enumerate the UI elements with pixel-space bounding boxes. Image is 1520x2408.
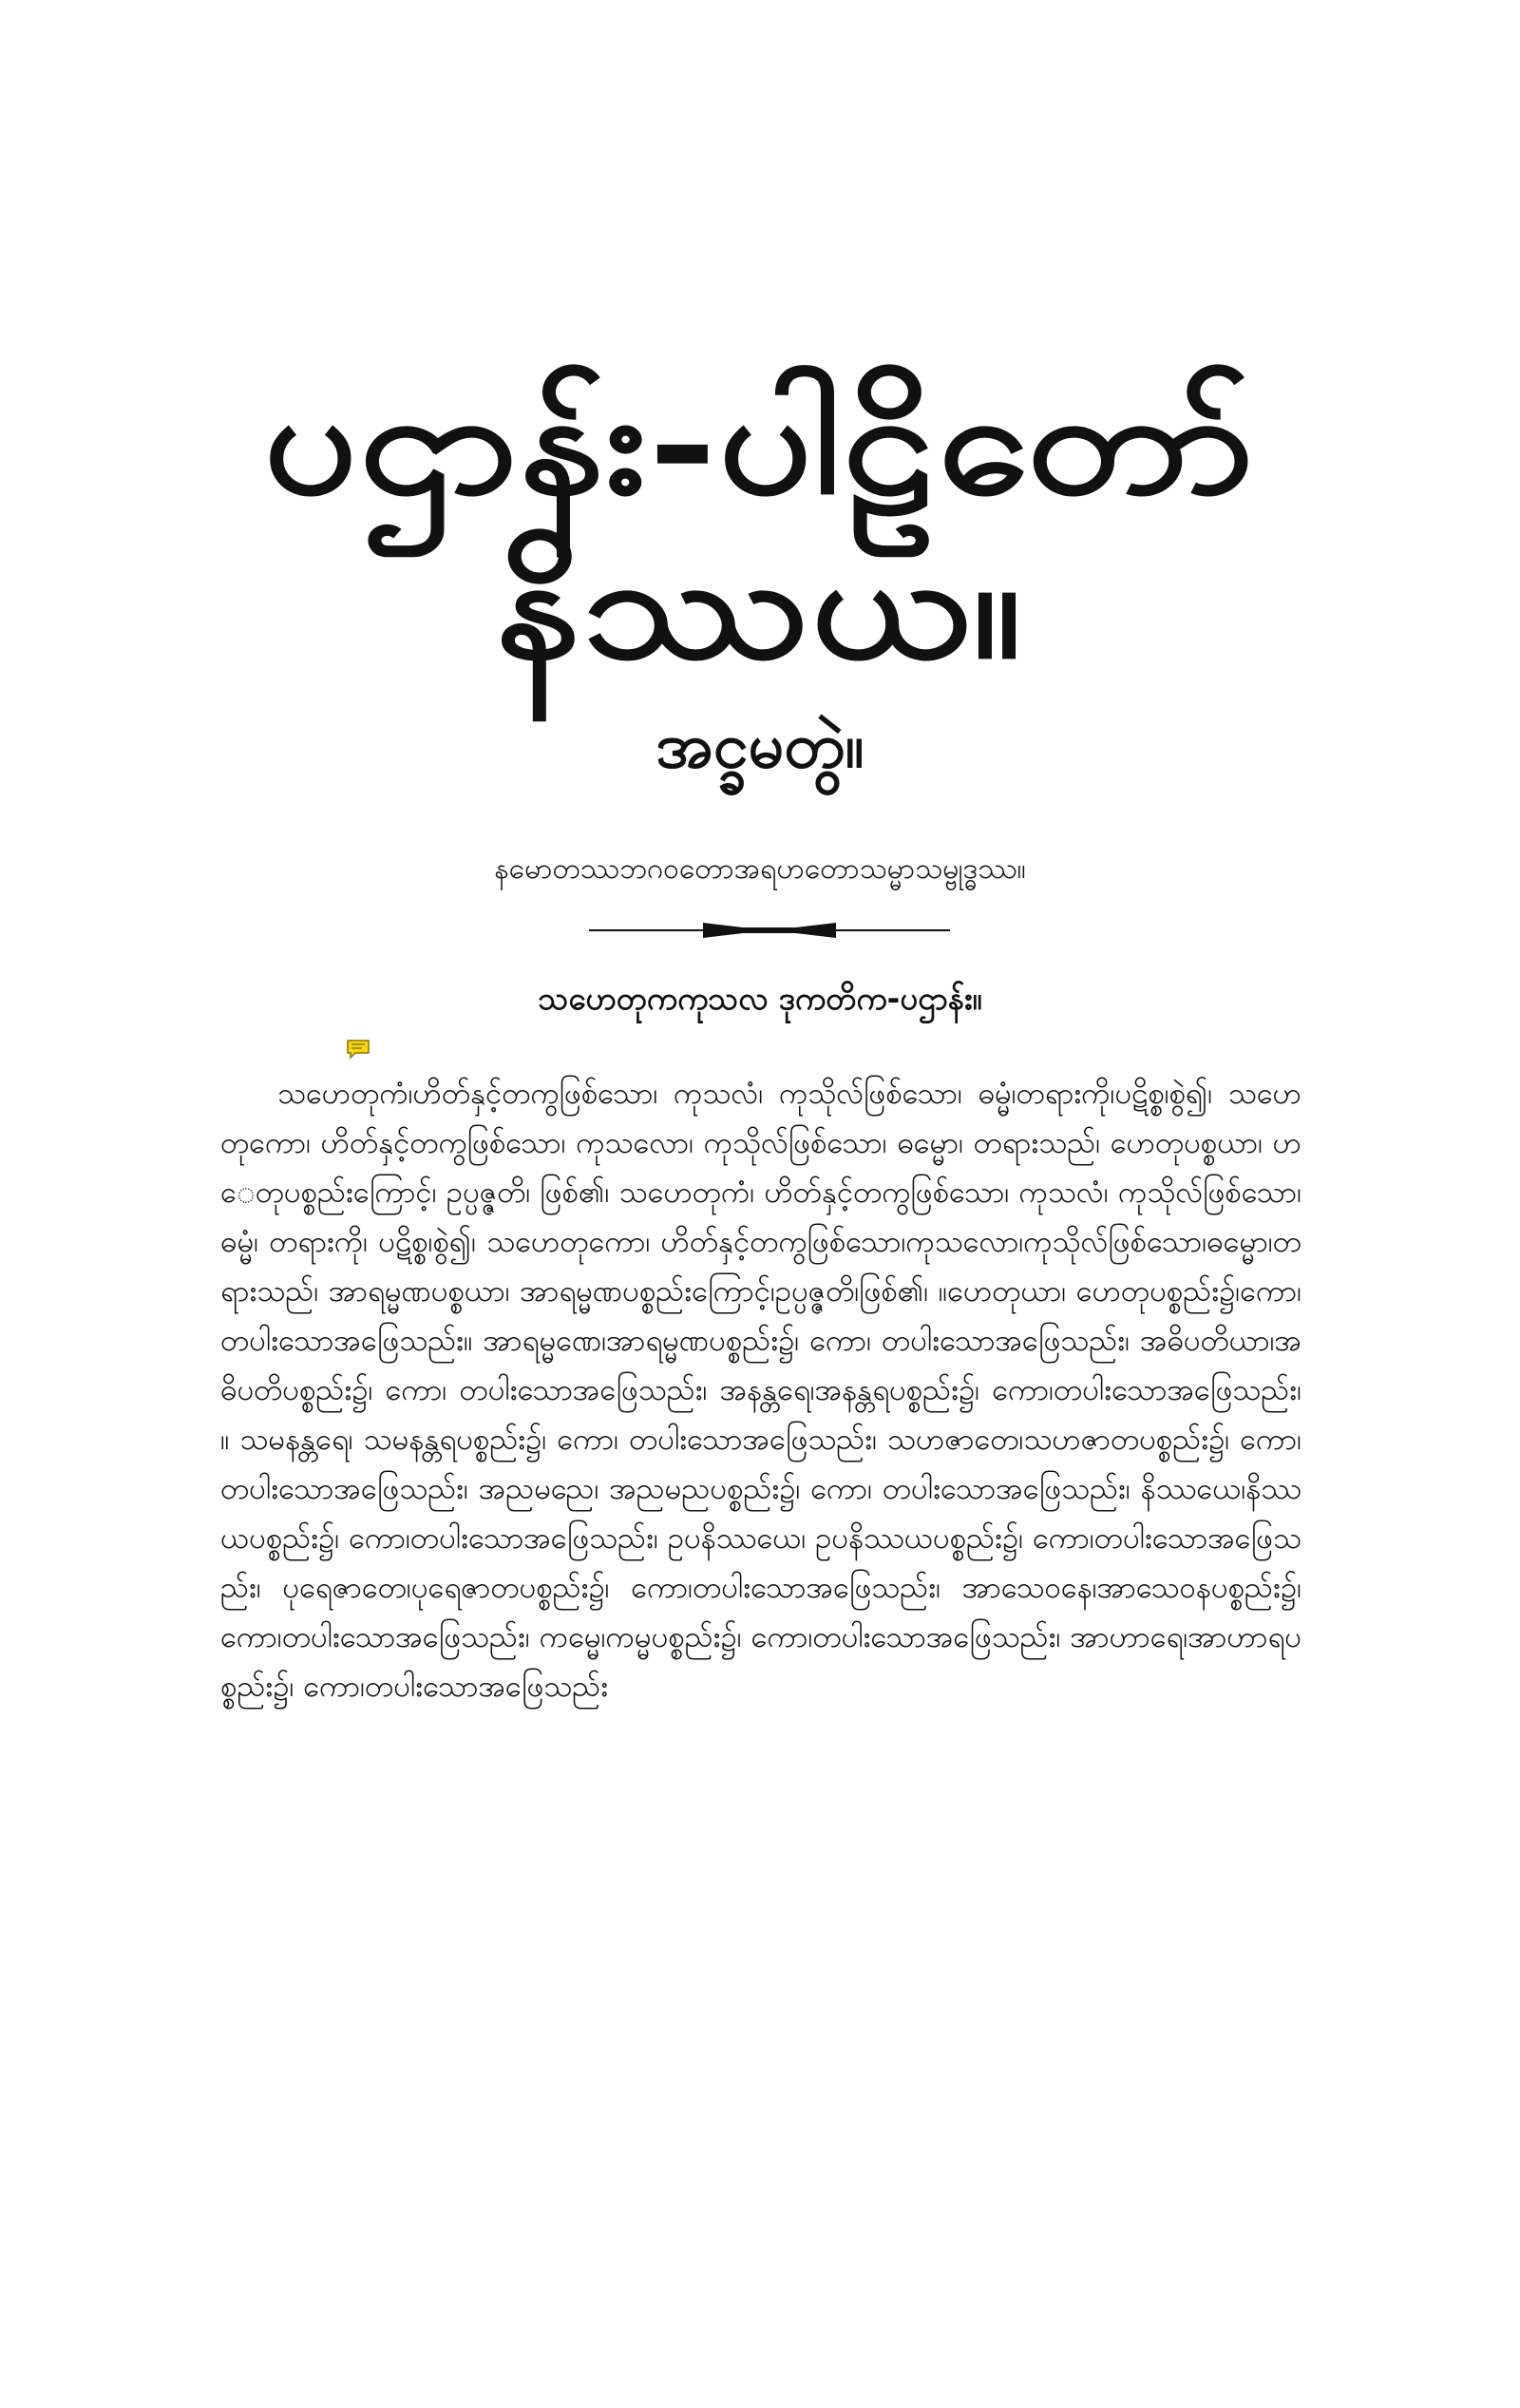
volume-subtitle: အင္ခမတွဲ။ (656, 709, 864, 782)
comment-note-icon[interactable] (346, 1039, 370, 1060)
section-heading: သဟေတုကကုသလ ဒုကတိက-ပဌာန်း။ (538, 980, 982, 1017)
page-title: ပဌာန်း-ပါဠိတော်နိဿယ။ (263, 359, 1257, 691)
body-paragraph: သဟေတုကံ၊ဟိတ်နှင့်တကွဖြစ်သော၊ ကုသလံ၊ ကုသိုလ်ဖြစ်သော၊ ဓမ္မံ၊တရားကို၊ပဋိစ္စ၊စွဲ၍၊ သဟေတုကော၊ ဟိတ်နှင့်တကွဖြစ်သော၊ ကုသလော၊ ကုသိုလ်ဖြစ်သော၊ ဓမ္မော၊ တရားသည်၊ ဟေတုပစ္စယာ၊ ဟေတုပစ္စည်းကြောင့်၊ ဥပ္ပဇ္ဇတိ၊ ဖြစ်၏၊ သဟေတုကံ၊ ဟိတ်နှင့်တကွဖြစ်သော၊ ကုသလံ၊ ကုသိုလ်ဖြစ်သော၊ ဓမ္မံ၊ တရားကို၊ ပဋိစ္စ၊စွဲ၍၊ သဟေတုကော၊ ဟိတ်နှင့်တကွဖြစ်သော၊ကုသလော၊ကုသိုလ်ဖြစ်သော၊ဓမ္မော၊တရားသည်၊ အာရမ္မဏပစ္စယာ၊ အာရမ္မဏပစ္စည်းကြောင့်၊ဥပ္ပဇ္ဇတိ၊ဖြစ်၏၊ ။ဟေတုယာ၊ ဟေတုပစ္စည်း၌၊ကော၊တပါးသောအဖြေသည်း။ အာရမ္မဏေ၊အာရမ္မဏပစ္စည်း၌၊ ကော၊ တပါးသောအဖြေသည်း၊ အဓိပတိယာ၊အဓိပတိပစ္စည်း၌၊ ကော၊ တပါးသောအဖြေသည်း၊ အနန္တရေ၊အနန္တရပစ္စည်း၌၊ ကော၊တပါးသောအဖြေသည်း၊ ။ သမနန္တရေ၊ သမနန္တရပစ္စည်း၌၊ ကော၊ တပါးသောအဖြေသည်း၊ သဟဇာတေ၊သဟဇာတပစ္စည်း၌၊ ကော၊ တပါးသောအဖြေသည်း၊ အညမညေ၊ အညမညပစ္စည်း၌၊ ကော၊ တပါးသောအဖြေသည်း၊ နိဿယေ၊နိဿယပစ္စည်း၌၊ ကော၊တပါးသောအဖြေသည်း၊ ဥပနိဿယေ၊ ဥပနိဿယပစ္စည်း၌၊ ကော၊တပါးသောအဖြေသည်း၊ ပုရေဇာတေ၊ပုရေဇာတပစ္စည်း၌၊ ကော၊တပါးသောအဖြေသည်း၊ အာသေဝနေ၊အာသေဝနပစ္စည်း၌၊ ကော၊တပါးသောအဖြေသည်း၊ ကမ္မေ၊ကမ္မပစ္စည်း၌၊ ကော၊တပါးသောအဖြေသည်း၊ အာဟာရေ၊အာဟာရပစ္စည်း၌၊ ကော၊တပါးသောအဖြေသည်း (220, 1077, 1302, 1704)
homage-line: နမောတဿဘဂဝတောအရဟတောသမ္မာသမ္ဗုဒ္ဓဿ။ (494, 852, 1026, 886)
double-arrow-rule-icon (589, 917, 950, 944)
